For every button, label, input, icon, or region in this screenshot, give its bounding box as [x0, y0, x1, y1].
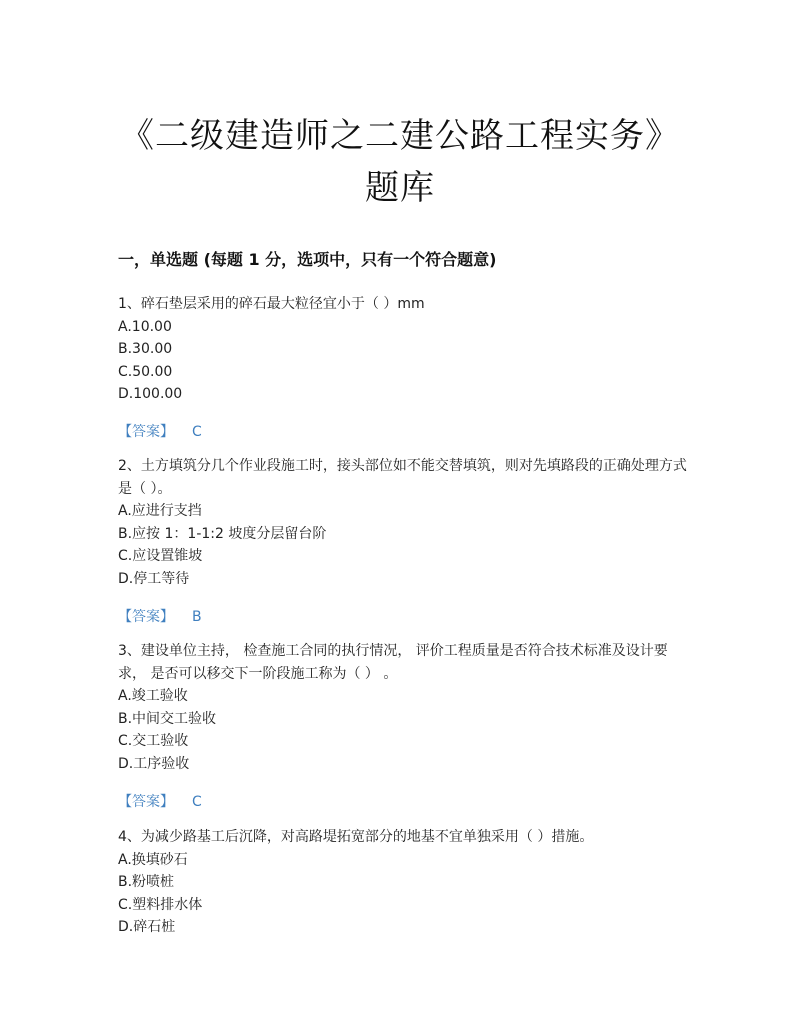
option-a: A.竣工验收	[118, 688, 188, 704]
option-b: B.中间交工验收	[118, 710, 217, 727]
question-3	[118, 640, 688, 775]
option-c: C.塑料排水体	[118, 896, 203, 913]
question-stem: 3、建设单位主持， 检查施工合同的执行情况， 评价工程质量是否符合技术标准及设计要求， 是否可以移交下一阶段施工称为（ ） 。	[118, 643, 668, 682]
answer-value: C	[192, 794, 202, 810]
option-d: D.100.00	[118, 386, 183, 402]
option-c: C.应设置锥坡	[118, 548, 203, 564]
option-c: C.交工验收	[118, 733, 189, 749]
answer-value: C	[192, 424, 202, 440]
answer-1	[118, 421, 202, 441]
option-a: A.换填砂石	[118, 851, 188, 868]
option-d: D.工序验收	[118, 755, 190, 772]
option-d: D.碎石桩	[118, 919, 176, 935]
question-1	[118, 293, 688, 406]
answer-label: 【答案】	[118, 609, 174, 625]
answer-label: 【答案】	[118, 794, 174, 810]
option-b: B.应按 1：1-1:2 坡度分层留台阶	[118, 525, 327, 542]
answer-value: B	[192, 609, 202, 625]
document-subtitle: 题库	[365, 168, 435, 208]
question-4	[118, 826, 688, 939]
question-2	[118, 455, 688, 590]
question-stem: 1、碎石垫层采用的碎石最大粒径宜小于（ ）mm	[118, 296, 425, 312]
section-heading: 一，单选题 (每题 1 分，选项中，只有一个符合题意)	[118, 250, 497, 269]
option-d: D.停工等待	[118, 570, 190, 587]
option-b: B.30.00	[118, 341, 173, 357]
answer-3	[118, 791, 202, 811]
question-stem: 4、为减少路基工后沉降，对高路堤拓宽部分的地基不宜单独采用（ ）措施。	[118, 829, 594, 845]
option-c: C.50.00	[118, 363, 173, 380]
option-b: B.粉喷桩	[118, 874, 175, 890]
question-stem: 2、土方填筑分几个作业段施工时，接头部位如不能交替填筑，则对先填路段的正确处理方式是（ ）。	[118, 458, 687, 497]
document-title: 《二级建造师之二建公路工程实务》	[120, 116, 680, 156]
option-a: A.10.00	[118, 318, 172, 335]
option-a: A.应进行支挡	[118, 503, 202, 519]
answer-2	[118, 606, 202, 626]
answer-label: 【答案】	[118, 424, 174, 440]
